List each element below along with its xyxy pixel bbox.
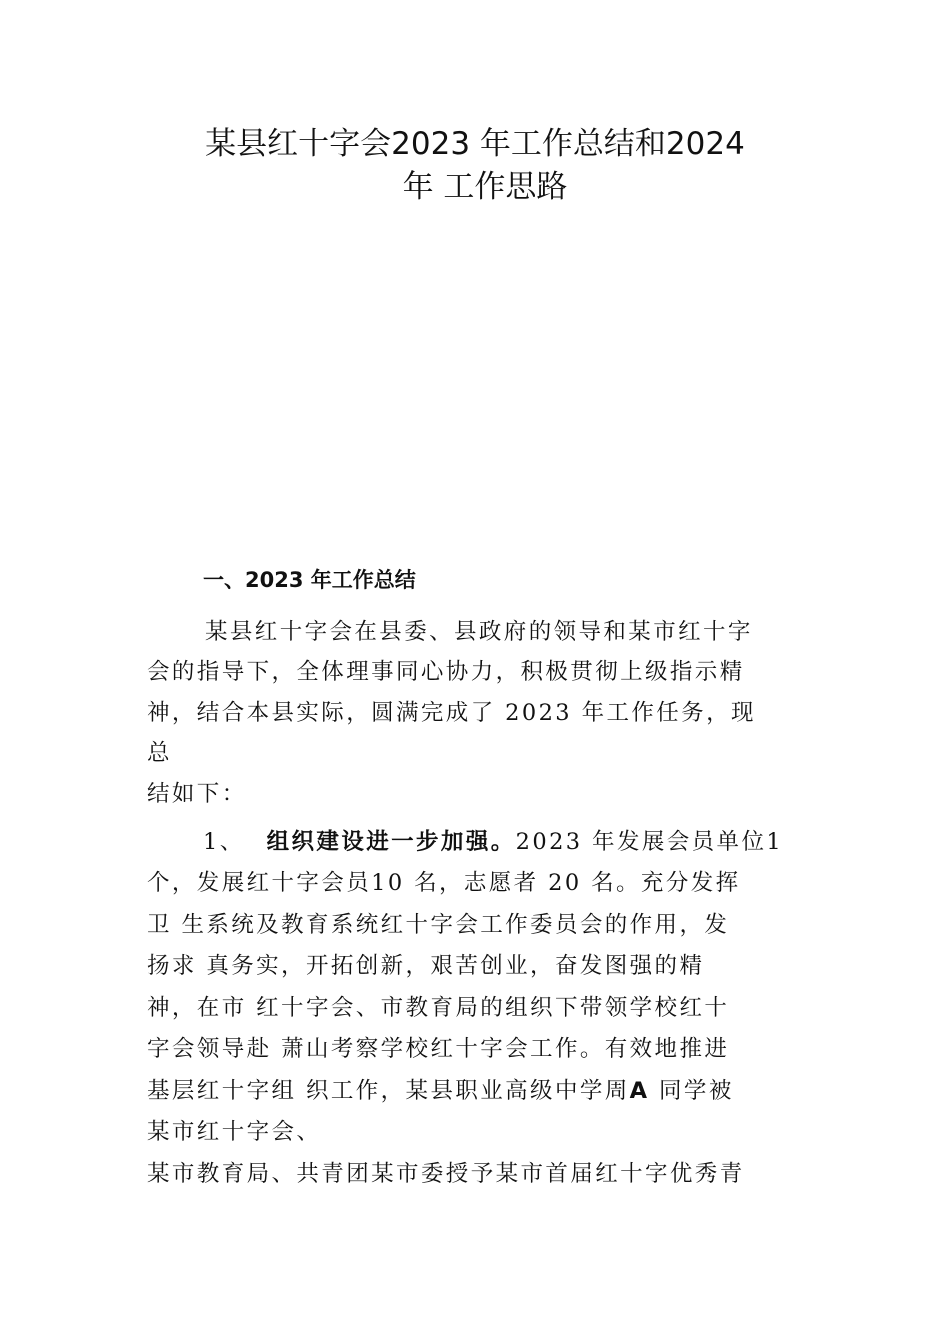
paragraph-line: 总 <box>147 740 172 766</box>
item-number: 1、 <box>203 829 245 855</box>
paragraph-line: 会的指导下，全体理事同心协力，积极贯彻上级指示精 <box>147 659 745 685</box>
line-text-after: 同学被 <box>649 1078 734 1104</box>
paragraph-line: 结如下： <box>147 781 247 807</box>
paragraph-line <box>147 1071 734 1111</box>
section-heading: 一、2023 年工作总结 <box>203 568 416 592</box>
paragraph-line: 扬求 真务实，开拓创新，艰苦创业，奋发图强的精 <box>147 953 705 979</box>
bold-letter: A <box>629 1078 650 1104</box>
paragraph-line: 字会领导赴 萧山考察学校红十字会工作。有效地推进 <box>147 1036 730 1062</box>
paragraph-line: 卫 生系统及教育系统红十字会工作委员会的作用，发 <box>147 912 730 938</box>
item-line-rest: 2023 年发展会员单位1 <box>515 829 784 855</box>
paragraph-line: 神，结合本县实际，圆满完成了 2023 年工作任务，现 <box>147 700 756 726</box>
paragraph-line: 神，在市 红十字会、市教育局的组织下带领学校红十 <box>147 995 730 1021</box>
line-text-before: 基层红十字组 织工作，某县职业高级中学周 <box>147 1078 630 1104</box>
paragraph-line: 个，发展红十字会员10 名，志愿者 20 名。充分发挥 <box>147 870 741 896</box>
item-heading: 组织建设进一步加强。 <box>266 829 516 855</box>
paragraph-line: 某县红十字会在县委、县政府的领导和某市红十字 <box>205 619 753 645</box>
document-title-line-1: 某县红十字会2023 年工作总结和2024 <box>205 126 745 162</box>
paragraph-line: 某市红十字会、 <box>147 1119 322 1145</box>
paragraph-line: 某市教育局、共青团某市委授予某市首届红十字优秀青 <box>147 1161 745 1187</box>
document-title-line-2: 年 工作思路 <box>402 169 568 205</box>
item-1-first-line <box>203 822 783 862</box>
